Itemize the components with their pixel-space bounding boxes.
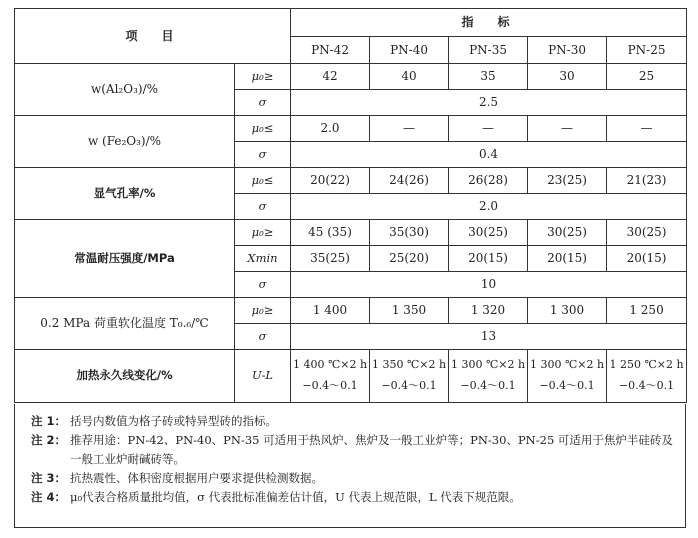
note-item <box>31 431 675 469</box>
table-cell: 1 250 <box>607 298 687 324</box>
table-cell: 20(15) <box>449 246 528 272</box>
note-text: 括号内数值为格子砖或特异型砖的指标。 <box>70 414 278 428</box>
sigma-value: 2.0 <box>291 194 687 220</box>
sigma-value: 2.5 <box>291 90 687 116</box>
table-cell <box>291 350 370 403</box>
property-label-porosity: 显气孔率/% <box>15 168 235 220</box>
note-item <box>31 412 675 431</box>
property-label-softening: 0.2 MPa 荷重软化温度 T₀.₆/℃ <box>15 298 235 350</box>
note-tag: 注 4： <box>31 489 67 504</box>
grade-header: PN-25 <box>607 37 687 64</box>
table-cell: 30 <box>528 64 607 90</box>
property-label-fe2o3: w (Fe₂O₃)/% <box>15 116 235 168</box>
table-cell: 20(15) <box>607 246 687 272</box>
sigma-symbol: σ <box>235 324 291 350</box>
range-text: −0.4～0.1 <box>618 379 675 392</box>
grade-header: PN-42 <box>291 37 370 64</box>
table-cell: 40 <box>370 64 449 90</box>
table-cell <box>528 350 607 403</box>
notes-section <box>14 404 686 528</box>
mean-symbol: μ₀≤ <box>235 116 291 142</box>
sigma-value: 0.4 <box>291 142 687 168</box>
range-text: −0.4～0.1 <box>460 379 516 392</box>
ul-symbol: U-L <box>235 350 291 403</box>
grade-header: PN-40 <box>370 37 449 64</box>
sigma-symbol: σ <box>235 142 291 168</box>
condition-text: 1 300 ℃×2 h <box>450 358 526 372</box>
table-cell: 21(23) <box>607 168 687 194</box>
table-cell <box>449 350 528 403</box>
table-row <box>15 350 687 403</box>
note-tag: 注 1： <box>31 414 67 428</box>
specification-table <box>14 8 687 403</box>
table-cell: 35 <box>449 64 528 90</box>
table-cell: 24(26) <box>370 168 449 194</box>
table-cell: 35(25) <box>291 246 370 272</box>
note-text: μ₀代表合格质量批均值，σ 代表批标准偏差估计值，U 代表上规范限，L 代表下规范限。 <box>70 489 521 504</box>
table-cell: 1 350 <box>370 298 449 324</box>
note-tag: 注 3： <box>31 470 67 485</box>
mean-symbol: μ₀≥ <box>235 64 291 90</box>
table-cell: 30(25) <box>449 220 528 246</box>
xmin-symbol: Xmin <box>235 246 291 272</box>
table-cell: 1 300 <box>528 298 607 324</box>
mean-symbol: μ₀≥ <box>235 220 291 246</box>
mean-symbol: μ₀≥ <box>235 298 291 324</box>
table-cell: 1 320 <box>449 298 528 324</box>
table-cell <box>607 350 687 403</box>
condition-text: 1 300 ℃×2 h <box>529 358 605 372</box>
table-cell <box>370 350 449 403</box>
grade-header: PN-35 <box>449 37 528 64</box>
indicator-header: 指 标 <box>291 9 687 37</box>
table-cell: 20(15) <box>528 246 607 272</box>
sigma-value: 13 <box>291 324 687 350</box>
table-cell: — <box>370 116 449 142</box>
table-cell: 26(28) <box>449 168 528 194</box>
header-row <box>15 9 687 37</box>
table-cell: — <box>607 116 687 142</box>
table-row <box>15 64 687 90</box>
condition-text: 1 350 ℃×2 h <box>371 358 447 372</box>
table-cell: 30(25) <box>607 220 687 246</box>
condition-text: 1 400 ℃×2 h <box>292 358 368 372</box>
table-cell: 1 400 <box>291 298 370 324</box>
table-row <box>15 168 687 194</box>
table-cell: 2.0 <box>291 116 370 142</box>
property-label-strength: 常温耐压强度/MPa <box>15 220 235 298</box>
table-cell: 45 (35) <box>291 220 370 246</box>
range-text: −0.4～0.1 <box>302 379 358 392</box>
table-cell: 20(22) <box>291 168 370 194</box>
table-cell: 25 <box>607 64 687 90</box>
note-text: 抗热震性、体积密度根据用户要求提供检测数据。 <box>70 470 324 485</box>
range-text: −0.4～0.1 <box>539 379 595 392</box>
property-label-linear-change: 加热永久线变化/% <box>15 350 235 403</box>
note-item <box>31 469 675 488</box>
table-cell: 25(20) <box>370 246 449 272</box>
mean-symbol: μ₀≤ <box>235 168 291 194</box>
range-text: −0.4～0.1 <box>381 379 437 392</box>
note-tag: 注 2： <box>31 432 67 447</box>
property-label-al2o3: w(Al₂O₃)/% <box>15 64 235 116</box>
table-cell: 23(25) <box>528 168 607 194</box>
table-cell: 35(30) <box>370 220 449 246</box>
note-item <box>31 488 675 507</box>
table-cell: — <box>449 116 528 142</box>
note-text: 推荐用途：PN-42、PN-40、PN-35 可适用于热风炉、焦炉及一般工业炉等；PN-30、PN-25 可适用于焦炉半硅砖及一般工业炉耐碱砖等。 <box>70 432 673 466</box>
sigma-symbol: σ <box>235 272 291 298</box>
table-row <box>15 298 687 324</box>
sigma-symbol: σ <box>235 194 291 220</box>
sigma-symbol: σ <box>235 90 291 116</box>
table-row <box>15 116 687 142</box>
condition-text: 1 250 ℃×2 h <box>609 358 684 372</box>
grade-header: PN-30 <box>528 37 607 64</box>
item-header: 项 目 <box>15 9 291 64</box>
sigma-value: 10 <box>291 272 687 298</box>
table-cell: 42 <box>291 64 370 90</box>
table-row <box>15 220 687 246</box>
table-cell: 30(25) <box>528 220 607 246</box>
table-cell: — <box>528 116 607 142</box>
